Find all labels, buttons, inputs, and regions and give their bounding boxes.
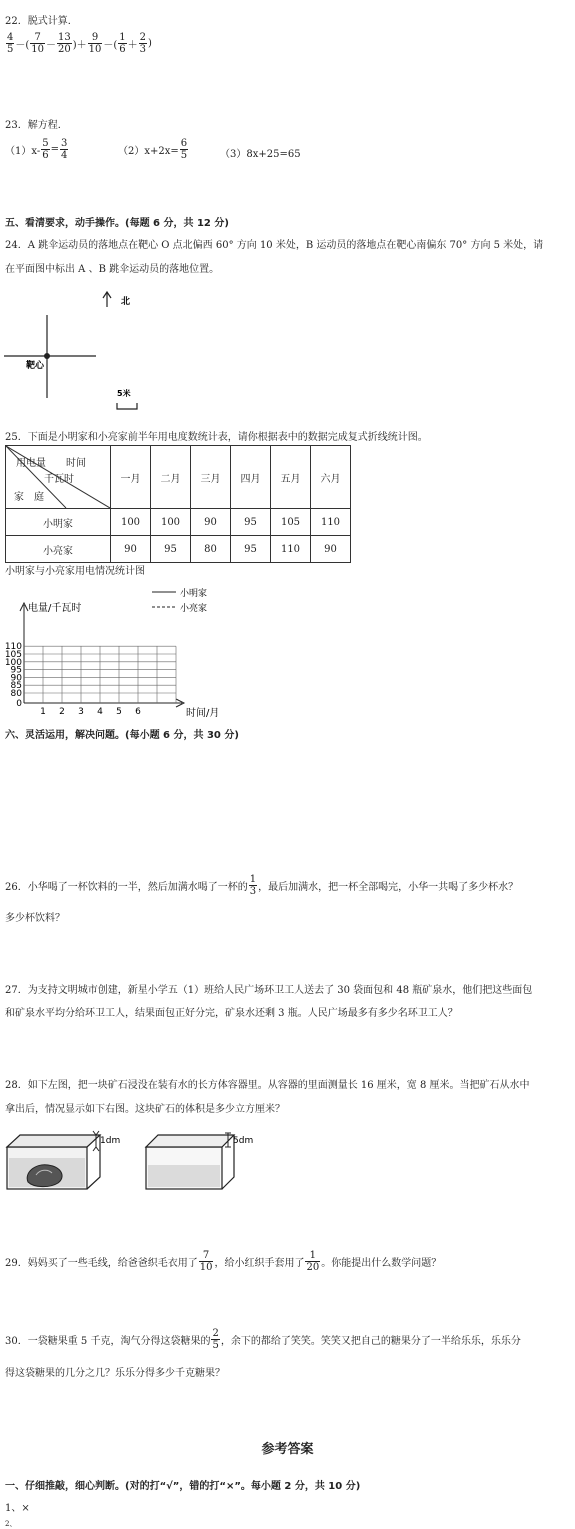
table-cell: 100 xyxy=(151,509,191,536)
q23-eq1-prefix: （1）x- xyxy=(5,146,41,157)
q22-operator: ) xyxy=(148,38,152,49)
denominator: 3 xyxy=(139,44,147,55)
water-fill xyxy=(148,1165,220,1187)
right-container-without-rock xyxy=(146,1133,234,1189)
q30-line-1 xyxy=(5,1328,521,1351)
q26-line-2: 多少杯饮料？ xyxy=(5,913,65,924)
table-cell: 110 xyxy=(271,536,311,563)
q23-equation-2 xyxy=(118,138,189,161)
legend-xiaoliang: 小亮家 xyxy=(180,604,208,614)
table-cell: 110 xyxy=(311,509,351,536)
table-cell: 100 xyxy=(111,509,151,536)
x-tick-label: 1 xyxy=(40,707,46,717)
q29-line xyxy=(5,1250,441,1273)
q22-fraction xyxy=(30,32,45,55)
denominator: 10 xyxy=(31,44,45,55)
table-cell: 90 xyxy=(191,509,231,536)
water-drop-label-right: 5dm xyxy=(233,1136,254,1146)
left-container-with-rock xyxy=(7,1131,100,1189)
x-tick-label: 2 xyxy=(59,707,65,717)
numerator: 2 xyxy=(139,32,147,43)
answer-1: 1、× xyxy=(5,1503,30,1514)
q28-line-1: 28．如下左图，把一块矿石浸没在装有水的长方体容器里。从容器的里面测量长 16 厘米，宽 8 厘米。当把矿石从水中 xyxy=(5,1080,530,1091)
table-row xyxy=(6,509,351,536)
legend-xiaoming: 小明家 xyxy=(180,589,208,599)
numerator: 5 xyxy=(42,138,49,149)
q22-fraction xyxy=(139,32,147,55)
q22-operator: )＋ xyxy=(72,40,87,51)
q23-equation-3: （3）8x+25=65 xyxy=(220,149,301,160)
q29-text-b: ，给小红织手套用了 xyxy=(214,1258,305,1269)
numerator: 9 xyxy=(88,32,103,44)
q22-operator: －( xyxy=(15,40,30,51)
x-tick-label: 3 xyxy=(78,707,84,717)
denominator: 6 xyxy=(42,150,49,161)
q30-line-2: 得这袋糖果的几分之几？乐乐分得多少千克糖果？ xyxy=(5,1368,225,1379)
denominator: 5 xyxy=(212,1340,219,1351)
denominator: 4 xyxy=(60,150,68,161)
table-cell: 95 xyxy=(231,536,271,563)
month-header: 一月 xyxy=(111,446,151,509)
y-tick-label: 95 xyxy=(10,665,22,676)
q26-text-b: ，最后加满水，把一杯全部喝完，小华一共喝了多少杯水？ xyxy=(258,882,519,893)
target-center-label: 靶心 xyxy=(26,361,45,371)
numerator: 1 xyxy=(249,874,257,885)
diag-label-time: 时间 xyxy=(66,458,86,469)
month-header: 六月 xyxy=(311,446,351,509)
y-tick-label: 90 xyxy=(10,673,22,684)
denominator: 3 xyxy=(249,886,257,897)
y-tick-label: 110 xyxy=(4,642,22,653)
q24-line-1: 24．A 跳伞运动员的落地点在靶心 O 点北偏西 60° 方向 10 米处，B 运动员的落地点在靶心南偏东 70° 方向 5 米处，请 xyxy=(5,240,544,251)
table-cell: 95 xyxy=(151,536,191,563)
q26-line-1 xyxy=(5,874,518,897)
q22-operator: － xyxy=(46,40,57,51)
electricity-table xyxy=(5,445,351,563)
denominator: 5 xyxy=(180,150,188,161)
water-drop-label-left: 1dm xyxy=(100,1136,121,1146)
q29-fraction-1 xyxy=(199,1250,214,1273)
y-tick-label: 85 xyxy=(10,681,22,692)
chart-title: 小明家与小亮家用电情况统计图 xyxy=(5,566,145,577)
numerator: 13 xyxy=(58,32,71,43)
y-axis-label: 电量/千瓦时 xyxy=(28,603,82,614)
denominator: 6 xyxy=(119,44,126,55)
y-tick-label: 100 xyxy=(4,657,22,668)
q29-fraction-2 xyxy=(305,1250,320,1273)
q27-line-2: 和矿泉水平均分给环卫工人，结果面包正好分完，矿泉水还剩 3 瓶。人民广场最多有多少名环卫工人？ xyxy=(5,1008,458,1019)
q24-target-diagram xyxy=(0,285,200,415)
x-tick-label: 4 xyxy=(97,707,103,717)
denominator: 10 xyxy=(199,1262,213,1273)
numerator: 6 xyxy=(180,138,188,149)
diag-label-electricity: 用电量 xyxy=(16,458,46,469)
answers-title: 参考答案 xyxy=(261,1442,314,1457)
denominator: 10 xyxy=(88,44,102,55)
q28-line-2: 拿出后，情况显示如下右图。这块矿石的体积是多少立方厘米？ xyxy=(5,1104,285,1115)
numerator: 2 xyxy=(212,1328,219,1339)
numerator: 3 xyxy=(60,138,68,149)
month-header: 四月 xyxy=(231,446,271,509)
q30-fraction xyxy=(211,1328,219,1351)
q23-equation-1 xyxy=(5,138,69,161)
q22-fraction xyxy=(88,32,103,55)
numerator: 1 xyxy=(305,1250,320,1262)
y-tick-label: 80 xyxy=(10,689,22,699)
q30-text-a: 30．一袋糖果重 5 千克，淘气分得这袋糖果的 xyxy=(5,1336,211,1347)
blank-line-chart xyxy=(0,585,240,725)
q30-text-b: ，余下的都给了笑笑。笑笑又把自己的糖果分了一半给乐乐，乐乐分 xyxy=(220,1336,521,1347)
diag-label-family: 家 庭 xyxy=(14,492,44,503)
q29-text-a: 29．妈妈买了一些毛线，给爸爸织毛衣用了 xyxy=(5,1258,198,1269)
q26-text-a: 26．小华喝了一杯饮料的一半，然后加满水喝了一杯的 xyxy=(5,882,248,893)
table-header-row xyxy=(6,446,351,509)
section-5-title: 五、看清要求，动手操作。(每题 6 分，共 12 分) xyxy=(5,218,229,229)
table-cell: 90 xyxy=(311,536,351,563)
q23-eq2-fraction xyxy=(180,138,188,161)
answers-section-1: 一、仔细推敲，细心判断。(对的打“√”，错的打“×”。每小题 2 分，共 10 分) xyxy=(5,1481,361,1492)
q25-line-1: 25．下面是小明家和小亮家前半年用电度数统计表，请你根据表中的数据完成复式折线统计图。 xyxy=(5,432,428,443)
family-name: 小亮家 xyxy=(6,536,111,563)
q23-eq1-fraction-2 xyxy=(60,138,68,161)
scale-bar xyxy=(117,403,137,409)
q22-fraction xyxy=(57,32,72,55)
north-label: 北 xyxy=(121,297,131,307)
section-6-title: 六、灵活运用，解决问题。(每小题 6 分，共 30 分) xyxy=(5,730,239,741)
q22-operator: ＋ xyxy=(127,40,138,51)
q22-operator: －( xyxy=(103,40,118,51)
q22-expression xyxy=(5,32,152,55)
x-tick-label: 5 xyxy=(116,707,122,717)
denominator: 20 xyxy=(58,44,71,55)
q24-line-2: 在平面图中标出 A 、B 跳伞运动员的落地位置。 xyxy=(5,264,220,275)
q23-eq2-prefix: （2）x+2x= xyxy=(118,146,179,157)
numerator: 1 xyxy=(119,32,126,43)
q28-containers-diagram xyxy=(0,1125,260,1195)
y-tick-label: 105 xyxy=(4,650,22,660)
scale-label: 5米 xyxy=(117,389,131,398)
month-header: 二月 xyxy=(151,446,191,509)
table-cell: 90 xyxy=(111,536,151,563)
q22-label: 22．脱式计算． xyxy=(5,16,78,27)
target-center-dot xyxy=(44,353,50,359)
answer-2: 2、 xyxy=(5,1520,17,1528)
numerator: 7 xyxy=(199,1250,214,1262)
q22-fraction xyxy=(6,32,14,55)
q26-fraction xyxy=(249,874,257,897)
x-tick-label: 6 xyxy=(135,707,141,717)
month-header: 五月 xyxy=(271,446,311,509)
table-cell: 95 xyxy=(231,509,271,536)
q22-fraction xyxy=(118,32,126,55)
month-header: 三月 xyxy=(191,446,231,509)
denominator: 5 xyxy=(7,44,14,55)
table-cell: 105 xyxy=(271,509,311,536)
q23-eq1-equals: = xyxy=(50,144,59,155)
numerator: 7 xyxy=(30,32,45,44)
y-tick-label: 0 xyxy=(16,699,22,709)
family-name: 小明家 xyxy=(6,509,111,536)
table-cell: 80 xyxy=(191,536,231,563)
table-diagonal-header xyxy=(6,446,111,509)
diag-label-unit: 千瓦时 xyxy=(44,474,74,485)
q23-eq1-fraction-1 xyxy=(41,138,49,161)
q29-text-c: 。你能提出什么数学问题？ xyxy=(321,1258,442,1269)
q27-line-1: 27．为支持文明城市创建，新星小学五（1）班给人民广场环卫工人送去了 30 袋面包和 48 瓶矿泉水，他们把这些面包 xyxy=(5,985,533,996)
denominator: 20 xyxy=(306,1262,320,1273)
table-row xyxy=(6,536,351,563)
numerator: 4 xyxy=(7,32,14,43)
up-arrow-icon xyxy=(93,1147,99,1151)
x-axis-label: 时间/月 xyxy=(186,708,220,719)
q23-label: 23．解方程． xyxy=(5,120,68,131)
